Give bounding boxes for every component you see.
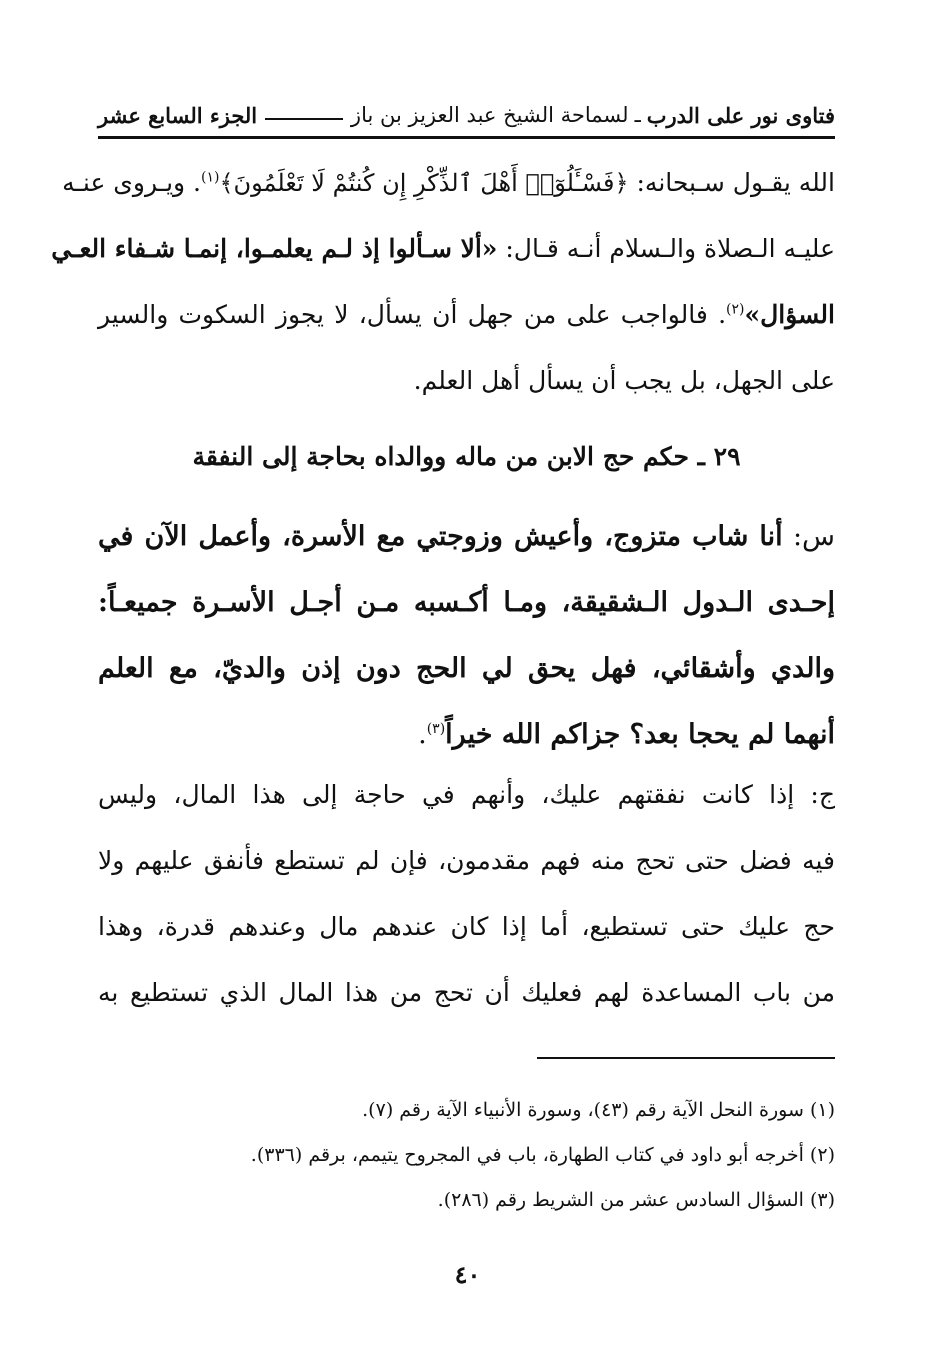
footnote-separator [537, 1057, 835, 1059]
header-leader-line [265, 118, 343, 120]
header-rule [98, 136, 835, 139]
intro-line-2 [51, 216, 835, 282]
answer-paragraph [98, 762, 835, 1026]
running-header-title-group [351, 103, 835, 128]
running-header [98, 98, 835, 132]
header-dash: ـ [634, 103, 641, 127]
question-line-4-end: . [418, 719, 427, 750]
question-line-3: والدي وأشقائي، فهل يحق لي الحج دون إذن والديّ، مع العلم [98, 653, 835, 684]
footnote-1: (١) سورة النحل الآية رقم (٤٣)، وسورة الأنبياء الآية رقم (٧). [362, 1099, 835, 1121]
series-title: فتاوى نور على الدرب [646, 102, 835, 128]
author-name: لسماحة الشيخ عبد العزيز بن باز [350, 103, 629, 127]
intro-line-3-text: . فالواجب على من جهل أن يسأل، لا يجوز السكوت والسير [98, 300, 727, 329]
answer-line-3: حج عليك حتى تستطيع، أما إذا كان عندهم مال وعندهم قدرة، وهذا [98, 912, 835, 941]
intro-paragraph [51, 150, 835, 414]
quran-verse: ﴿فَسْـَٔلُوٓا۟ أَهْلَ ٱلذِّكْرِ إِن كُنتُمْ لَا تَعْلَمُونَ﴾ [219, 169, 629, 197]
footnotes [98, 1088, 835, 1223]
intro-line-2-text: عليـه الـصلاة والـسلام أنـه قـال: [497, 234, 835, 263]
section-heading: ٢٩ ـ حكم حج الابن من ماله ووالداه بحاجة إلى النفقة [192, 442, 741, 471]
footnote-3: (٣) السؤال السادس عشر من الشريط رقم (٢٨٦). [437, 1189, 835, 1211]
question-line-1 [98, 506, 835, 572]
question-paragraph [98, 506, 835, 770]
footnote-2: (٢) أخرجه أبو داود في كتاب الطهارة، باب في المجروح يتيمم، برقم (٣٣٦). [250, 1144, 835, 1166]
volume-title: الجزء السابع عشر [98, 102, 258, 128]
question-line-1-text: أنا شاب متزوج، وأعيش وزوجتي مع الأسرة، وأعمل الآن في [98, 521, 783, 552]
intro-line-1-tail: . ويـروى عنـه [62, 168, 201, 197]
intro-line-4: على الجهل، بل يجب أن يسأل أهل العلم. [413, 366, 835, 395]
question-line-4 [98, 704, 835, 770]
intro-line-1-text: الله يقـول سـبحانه: [628, 168, 835, 197]
question-line-4-text: أنهما لم يحجا بعد؟ جزاكم الله خيراً [445, 719, 835, 750]
hadith-quote-end: السؤال» [744, 300, 835, 329]
intro-line-1 [62, 150, 835, 216]
intro-line-3 [98, 282, 835, 348]
footnote-ref-2: (٢) [726, 301, 745, 318]
answer-line-4: من باب المساعدة لهم فعليك أن تحج من هذا المال الذي تستطيع به [98, 978, 835, 1007]
question-line-2: إحـدى الـدول الـشقيقة، ومـا أكـسبه مـن أجـل الأسـرة جميعـاً: [98, 587, 835, 618]
question-prefix: س: [782, 521, 836, 552]
answer-line-2: فيه فضل حتى تحج منه فهم مقدمون، فإن لم تستطع فأنفق عليهم ولا [98, 846, 835, 875]
footnote-ref-1: (١) [201, 169, 220, 186]
answer-line-1: ج: إذا كانت نفقتهم عليك، وأنهم في حاجة إلى هذا المال، وليس [98, 780, 835, 809]
hadith-quote: «ألا سـألوا إذ لـم يعلمـوا، إنمـا شـفاء العـي [51, 234, 498, 263]
footnote-ref-3: (٣) [426, 721, 446, 737]
page-number: ٤٠ [454, 1260, 481, 1289]
